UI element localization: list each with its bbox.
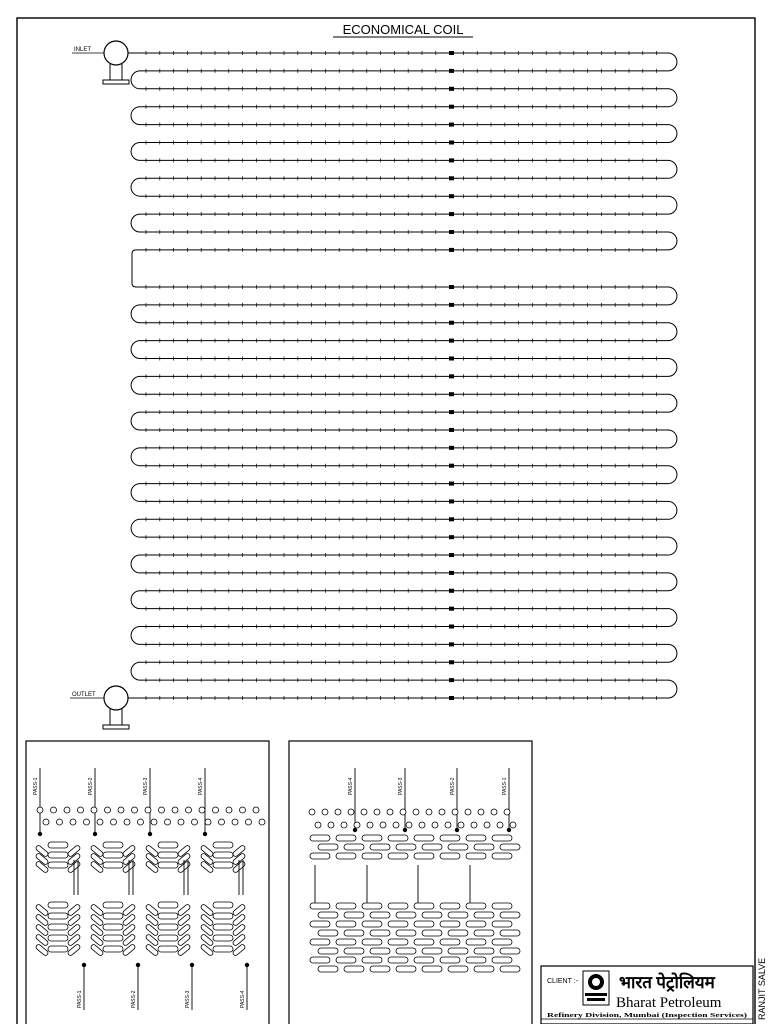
inlet-header: [72, 41, 129, 84]
coil-return-bend: [668, 358, 677, 376]
tube-section: [158, 946, 178, 952]
tube-section: [474, 966, 494, 972]
tube-section: [388, 957, 408, 963]
finned-tube: [118, 807, 124, 813]
tube-section: [344, 912, 364, 918]
finned-tube: [145, 807, 151, 813]
tube-section: [48, 862, 68, 868]
tube-section: [158, 852, 178, 858]
tube-section: [388, 853, 408, 859]
pass-label-bottom: PASS-1: [77, 990, 83, 1008]
finned-tube: [64, 807, 70, 813]
coil-return-bend: [131, 214, 140, 232]
tube-section: [177, 944, 191, 957]
tube-section: [158, 842, 178, 848]
bharat-petroleum-logo: [583, 971, 609, 1005]
tube-section: [474, 948, 494, 954]
finned-tube: [111, 819, 117, 825]
finned-tube: [484, 822, 490, 828]
tube-section: [67, 924, 81, 937]
tube-section: [48, 842, 68, 848]
tube-section: [474, 844, 494, 850]
finned-tube: [335, 809, 341, 815]
tube-section: [48, 946, 68, 952]
finned-tube: [226, 807, 232, 813]
tube-section: [90, 914, 104, 927]
section-left: [33, 768, 265, 1010]
tube-section: [103, 935, 123, 941]
finned-tube: [138, 819, 144, 825]
coil-return-bend: [131, 448, 140, 466]
sheet-border: [17, 18, 755, 1024]
outlet-header-circle: [104, 686, 128, 710]
finned-tube: [151, 819, 157, 825]
tube-section: [35, 944, 49, 957]
finned-tube: [497, 822, 503, 828]
tube-section: [48, 852, 68, 858]
finned-tube: [478, 809, 484, 815]
tube-section: [448, 930, 468, 936]
tube-section: [414, 921, 434, 927]
tube-section: [310, 939, 330, 945]
coil-return-bend: [131, 662, 140, 680]
tube-section: [213, 902, 233, 908]
tube-section: [388, 921, 408, 927]
tube-section: [396, 948, 416, 954]
pass-label-bottom: PASS-2: [131, 990, 137, 1008]
tube-section: [414, 957, 434, 963]
coil-return-bend: [131, 71, 140, 89]
tube-section: [466, 853, 486, 859]
tube-section: [90, 904, 104, 917]
drawing-title: ECONOMICAL COIL: [342, 22, 464, 37]
finned-tube: [309, 809, 315, 815]
finned-tube: [132, 807, 138, 813]
tube-section: [344, 948, 364, 954]
pass-label-top: PASS-4: [198, 777, 204, 795]
tube-section: [396, 912, 416, 918]
tube-section: [448, 948, 468, 954]
tube-section: [336, 957, 356, 963]
tube-section: [440, 957, 460, 963]
finned-tube: [253, 807, 259, 813]
tube-section: [232, 944, 246, 957]
tube-section: [388, 835, 408, 841]
coil-return-bend: [131, 178, 140, 196]
tube-section: [103, 924, 123, 930]
tube-section: [318, 966, 338, 972]
finned-tube: [361, 809, 367, 815]
coil-return-bend: [668, 232, 677, 250]
tube-section: [67, 944, 81, 957]
tube-section: [177, 904, 191, 917]
coil-return-bend: [131, 341, 140, 359]
tube-section: [232, 904, 246, 917]
coil-return-bend: [131, 519, 140, 537]
tube-section: [414, 939, 434, 945]
tube-section: [466, 939, 486, 945]
tube-section: [158, 935, 178, 941]
finned-tube: [387, 809, 393, 815]
coil-return-bend: [668, 430, 677, 448]
coil-return-bend: [668, 196, 677, 214]
pass-label-top: PASS-4: [348, 777, 354, 795]
tube-section: [474, 930, 494, 936]
tube-section: [422, 930, 442, 936]
tube-section: [388, 939, 408, 945]
tube-section: [232, 924, 246, 937]
company-name: Bharat Petroleum: [616, 995, 722, 1011]
inlet-support: [103, 80, 129, 84]
tube-section: [396, 930, 416, 936]
finned-tube: [240, 807, 246, 813]
finned-tube: [380, 822, 386, 828]
tube-section: [370, 930, 390, 936]
finned-tube: [504, 809, 510, 815]
finned-tube: [124, 819, 130, 825]
coil-return-bend: [131, 376, 140, 394]
finned-tube: [465, 809, 471, 815]
finned-tube: [91, 807, 97, 813]
tube-section: [422, 966, 442, 972]
tube-section: [318, 930, 338, 936]
finned-tube: [400, 809, 406, 815]
finned-tube: [510, 822, 516, 828]
tube-section: [122, 914, 136, 927]
tube-section: [158, 924, 178, 930]
tube-section: [35, 914, 49, 927]
coil-return-bend: [668, 125, 677, 143]
tube-section: [67, 914, 81, 927]
pass-label-top: PASS-1: [33, 777, 39, 795]
tube-section: [158, 902, 178, 908]
coil-return-bend: [668, 394, 677, 412]
tube-section: [500, 966, 520, 972]
coil-return-bend: [668, 160, 677, 178]
tube-section: [48, 935, 68, 941]
tube-section: [344, 966, 364, 972]
finned-tube: [37, 807, 43, 813]
tube-section: [67, 934, 81, 947]
tube-section: [492, 835, 512, 841]
tube-section: [35, 934, 49, 947]
tube-section: [344, 930, 364, 936]
tube-section: [440, 921, 460, 927]
finned-tube: [322, 809, 328, 815]
finned-tube: [246, 819, 252, 825]
finned-tube: [213, 807, 219, 813]
finned-tube: [232, 819, 238, 825]
tube-section: [500, 844, 520, 850]
finned-tube: [393, 822, 399, 828]
pass-label-bottom: PASS-4: [240, 990, 246, 1008]
coil-return-bend: [668, 323, 677, 341]
tube-section: [362, 853, 382, 859]
coil-return-bend: [668, 573, 677, 591]
tube-section: [232, 934, 246, 947]
tube-section: [200, 914, 214, 927]
tube-section: [145, 914, 159, 927]
tube-section: [500, 948, 520, 954]
tube-section: [336, 853, 356, 859]
finned-tube: [471, 822, 477, 828]
tube-section: [103, 902, 123, 908]
tube-section: [145, 944, 159, 957]
tube-section: [344, 844, 364, 850]
tube-section: [200, 934, 214, 947]
coil-return-bend: [131, 143, 140, 161]
coil-return-bend: [668, 501, 677, 519]
coil-return-bend: [131, 627, 140, 645]
coil-return-bend: [131, 412, 140, 430]
tube-section: [396, 844, 416, 850]
pass-label-top: PASS-3: [398, 777, 404, 795]
inlet-header-circle: [104, 41, 128, 65]
finned-tube: [172, 807, 178, 813]
tube-section: [466, 903, 486, 909]
tube-section: [103, 913, 123, 919]
tube-section: [422, 948, 442, 954]
finned-tube: [406, 822, 412, 828]
division-text: Refinery Division, Mumbai (Inspection Services): [547, 1012, 747, 1019]
finned-tube: [439, 809, 445, 815]
tube-section: [492, 957, 512, 963]
tube-section: [422, 912, 442, 918]
tube-section: [414, 903, 434, 909]
tube-section: [103, 842, 123, 848]
finned-tube: [84, 819, 90, 825]
coil-return-bend: [668, 53, 677, 71]
finned-tube: [328, 822, 334, 828]
tube-section: [103, 946, 123, 952]
finned-tube: [57, 819, 63, 825]
tube-section: [492, 921, 512, 927]
tube-section: [122, 934, 136, 947]
pass-label-top: PASS-2: [88, 777, 94, 795]
pass-label-top: PASS-2: [450, 777, 456, 795]
tube-section: [145, 904, 159, 917]
tube-section: [177, 914, 191, 927]
finned-tube: [413, 809, 419, 815]
tube-section: [440, 835, 460, 841]
tube-section: [466, 957, 486, 963]
tube-section: [362, 835, 382, 841]
tube-section: [177, 934, 191, 947]
finned-tube: [419, 822, 425, 828]
coil-return-bend: [668, 466, 677, 484]
coil-return-bend: [668, 89, 677, 107]
finned-tube: [445, 822, 451, 828]
tube-section: [318, 912, 338, 918]
tube-section: [396, 966, 416, 972]
finned-tube: [159, 807, 165, 813]
tube-section: [362, 957, 382, 963]
finned-tube: [458, 822, 464, 828]
tube-section: [500, 912, 520, 918]
finned-tube: [432, 822, 438, 828]
tube-section: [318, 844, 338, 850]
tube-section: [466, 835, 486, 841]
tube-section: [370, 948, 390, 954]
tube-section: [474, 912, 494, 918]
tube-section: [500, 930, 520, 936]
finned-tube: [354, 822, 360, 828]
finned-tube: [205, 819, 211, 825]
tube-section: [362, 921, 382, 927]
tube-section: [336, 835, 356, 841]
pass-label-bottom: PASS-3: [185, 990, 191, 1008]
tube-section: [336, 939, 356, 945]
finned-tube: [341, 822, 347, 828]
outlet-label: OUTLET: [72, 692, 96, 698]
tube-section: [90, 924, 104, 937]
pass-label-top: PASS-1: [502, 777, 508, 795]
coil-return-bend: [131, 305, 140, 323]
tube-section: [103, 852, 123, 858]
finned-tube: [199, 807, 205, 813]
tube-section: [448, 966, 468, 972]
section-right: [309, 768, 520, 972]
finned-tube: [219, 819, 225, 825]
tube-section: [232, 914, 246, 927]
tube-section: [370, 912, 390, 918]
tube-section: [370, 966, 390, 972]
tube-section: [310, 921, 330, 927]
finned-tube: [452, 809, 458, 815]
finned-tube: [374, 809, 380, 815]
coil-return-bend: [668, 680, 677, 698]
tube-section: [35, 904, 49, 917]
tube-section: [200, 944, 214, 957]
client-label: CLIENT :-: [547, 978, 578, 985]
tube-section: [440, 939, 460, 945]
tube-section: [145, 934, 159, 947]
inlet-label: INLET: [74, 47, 92, 53]
tube-section: [213, 935, 233, 941]
tube-section: [213, 913, 233, 919]
coil-return-bend: [131, 484, 140, 502]
tube-section: [200, 904, 214, 917]
tube-section: [48, 913, 68, 919]
finned-tube: [426, 809, 432, 815]
tube-section: [440, 853, 460, 859]
finned-tube: [315, 822, 321, 828]
tube-section: [103, 862, 123, 868]
tube-section: [310, 957, 330, 963]
company-hindi: भारत पेट्रोलियम: [619, 973, 715, 992]
economical-coil: [128, 51, 677, 700]
finned-tube: [186, 807, 192, 813]
tube-section: [310, 903, 330, 909]
side-text: RANJIT SALVE: [757, 957, 767, 1020]
finned-tube: [165, 819, 171, 825]
tube-section: [122, 944, 136, 957]
finned-tube: [78, 807, 84, 813]
finned-tube: [97, 819, 103, 825]
tube-section: [67, 904, 81, 917]
coil-return-bend: [668, 287, 677, 305]
title-block: [541, 966, 753, 1024]
tube-section: [35, 924, 49, 937]
finned-tube: [51, 807, 57, 813]
tube-section: [48, 924, 68, 930]
tube-section: [318, 948, 338, 954]
tube-section: [370, 844, 390, 850]
tube-section: [362, 939, 382, 945]
coil-return-bend: [132, 250, 140, 287]
tube-section: [414, 835, 434, 841]
tube-section: [310, 853, 330, 859]
tube-section: [122, 904, 136, 917]
tube-section: [213, 924, 233, 930]
tube-section: [492, 903, 512, 909]
tube-section: [213, 862, 233, 868]
tube-section: [213, 946, 233, 952]
finned-tube: [70, 819, 76, 825]
pass-label-top: PASS-3: [143, 777, 149, 795]
tube-section: [336, 903, 356, 909]
finned-tube: [178, 819, 184, 825]
tube-section: [466, 921, 486, 927]
coil-return-bend: [668, 537, 677, 555]
tube-section: [90, 944, 104, 957]
tube-section: [122, 924, 136, 937]
tube-section: [158, 862, 178, 868]
tube-section: [90, 934, 104, 947]
finned-tube: [491, 809, 497, 815]
section-right-frame: [289, 741, 532, 1024]
tube-section: [388, 903, 408, 909]
tube-section: [362, 903, 382, 909]
tube-section: [200, 924, 214, 937]
tube-section: [310, 835, 330, 841]
tube-section: [48, 902, 68, 908]
tube-section: [213, 842, 233, 848]
tube-section: [158, 913, 178, 919]
tube-section: [177, 924, 191, 937]
tube-section: [145, 924, 159, 937]
coil-return-bend: [131, 107, 140, 125]
outlet-support: [103, 725, 129, 729]
finned-tube: [105, 807, 111, 813]
coil-return-bend: [131, 555, 140, 573]
coil-return-bend: [668, 609, 677, 627]
outlet-header: [70, 686, 129, 729]
tube-section: [440, 903, 460, 909]
tube-section: [336, 921, 356, 927]
coil-return-bend: [131, 591, 140, 609]
tube-section: [448, 912, 468, 918]
coil-return-bend: [668, 644, 677, 662]
finned-tube: [192, 819, 198, 825]
finned-tube: [43, 819, 49, 825]
tube-section: [492, 853, 512, 859]
tube-section: [213, 852, 233, 858]
finned-tube: [367, 822, 373, 828]
tube-section: [448, 844, 468, 850]
finned-tube: [259, 819, 265, 825]
tube-section: [422, 844, 442, 850]
tube-section: [414, 853, 434, 859]
finned-tube: [348, 809, 354, 815]
tube-section: [492, 939, 512, 945]
